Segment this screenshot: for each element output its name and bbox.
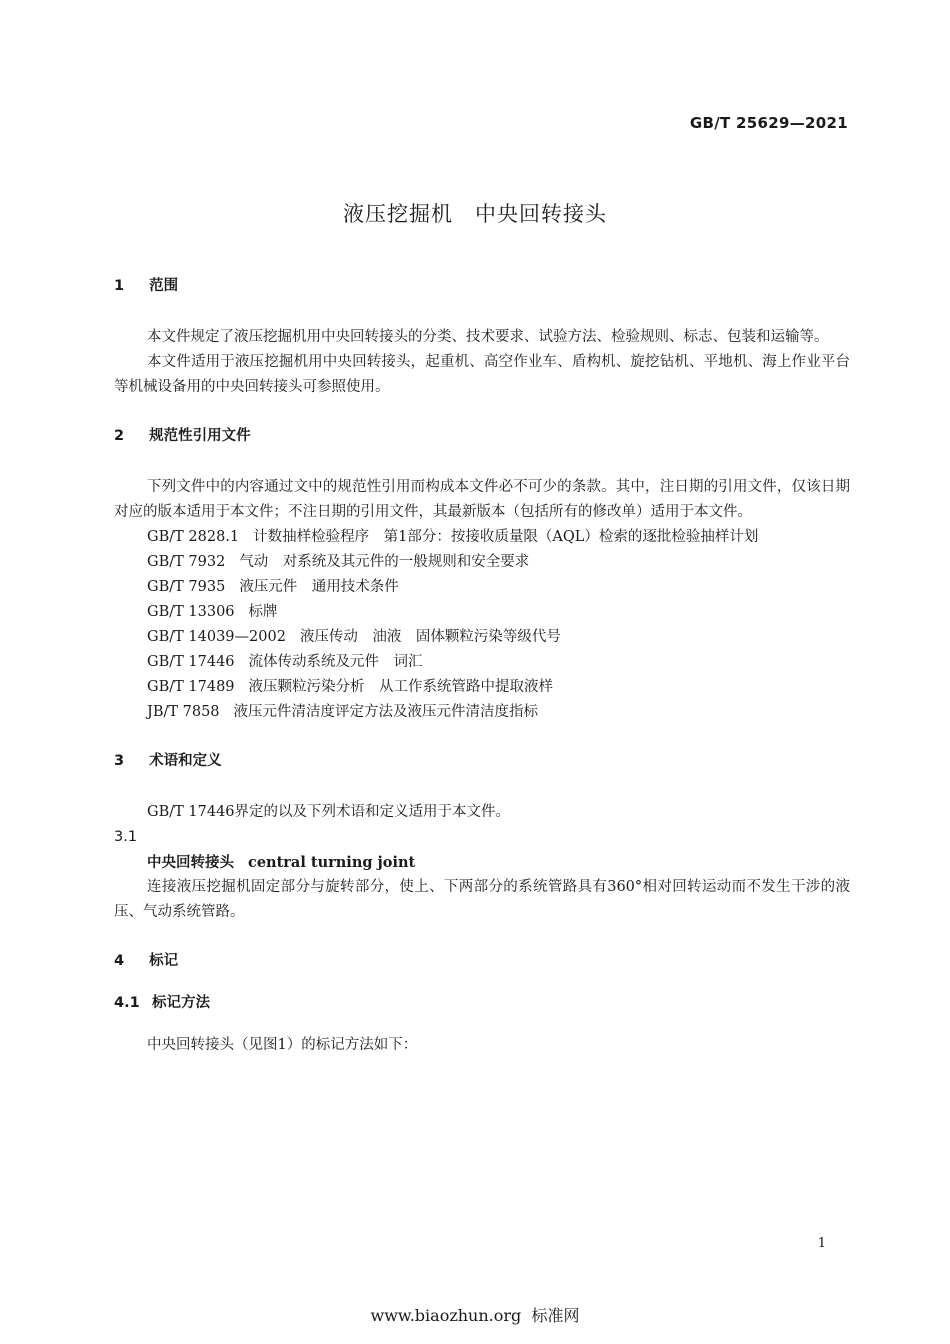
section-number: 4	[114, 953, 125, 969]
reference-item	[114, 600, 850, 625]
paragraph: 本文件适用于液压挖掘机用中央回转接头，起重机、高空作业车、盾构机、旋挖钻机、平地机、海上作业平台等机械设备用的中央回转接头可参照使用。	[114, 354, 850, 395]
reference-title: 液压元件清洁度评定方法及液压元件清洁度指标	[233, 704, 539, 720]
term-number: 3.1	[114, 829, 138, 845]
section-number: 1	[114, 278, 125, 294]
reference-item	[114, 675, 850, 700]
footer-site-name: 标准网	[531, 1306, 580, 1325]
footer-url[interactable]: www.biaozhun.org	[370, 1306, 522, 1325]
section-3-heading	[114, 749, 850, 774]
reference-title: 计数抽样检验程序 第1部分：按接收质量限（AQL）检索的逐批检验抽样计划	[253, 529, 759, 545]
reference-item	[114, 550, 850, 575]
document-body	[114, 274, 850, 1058]
paragraph: 下列文件中的内容通过文中的规范性引用而构成本文件必不可少的条款。其中，注日期的引用文件，仅该日期对应的版本适用于本文件；不注日期的引用文件，其最新版本（包括所有的修改单）适用于本文件。	[114, 479, 850, 520]
standard-code: GB/T 25629—2021	[689, 114, 848, 132]
term-name-en: central turning joint	[248, 854, 416, 871]
reference-code: GB/T 17489	[147, 679, 235, 695]
paragraph: 本文件规定了液压挖掘机用中央回转接头的分类、技术要求、试验方法、检验规则、标志、包装和运输等。	[147, 329, 829, 345]
reference-title: 气动 对系统及其元件的一般规则和安全要求	[239, 554, 530, 570]
document-title: 液压挖掘机 中央回转接头	[343, 202, 607, 226]
reference-item	[114, 575, 850, 600]
subsection-4-1-heading	[114, 991, 850, 1016]
reference-title: 液压颗粒污染分析 从工作系统管路中提取液样	[248, 679, 554, 695]
paragraph: GB/T 17446界定的以及下列术语和定义适用于本文件。	[147, 804, 511, 820]
reference-code: GB/T 7932	[147, 554, 226, 570]
section-title: 术语和定义	[149, 753, 222, 769]
section-title: 标记	[149, 953, 179, 969]
reference-item	[114, 650, 850, 675]
reference-code: JB/T 7858	[147, 704, 220, 720]
page-number: 1	[817, 1236, 826, 1251]
reference-code: GB/T 7935	[147, 579, 226, 595]
subsection-title: 标记方法	[152, 995, 210, 1011]
subsection-number: 4.1	[114, 995, 140, 1011]
section-4-heading	[114, 949, 850, 974]
section-2-heading	[114, 424, 850, 449]
reference-code: GB/T 13306	[147, 604, 235, 620]
term-name-zh: 中央回转接头	[147, 855, 234, 871]
reference-item	[114, 625, 850, 650]
section-title: 规范性引用文件	[149, 428, 251, 444]
section-title: 范围	[149, 278, 179, 294]
reference-code: GB/T 14039—2002	[147, 629, 286, 645]
reference-code: GB/T 2828.1	[147, 529, 240, 545]
reference-title: 流体传动系统及元件 词汇	[248, 654, 423, 670]
section-number: 2	[114, 428, 125, 444]
section-1-heading	[114, 274, 850, 299]
reference-title: 液压元件 通用技术条件	[239, 579, 399, 595]
footer	[0, 1303, 950, 1326]
section-number: 3	[114, 753, 125, 769]
reference-item	[114, 525, 850, 550]
term-definition: 连接液压挖掘机固定部分与旋转部分，使上、下两部分的系统管路具有360°相对回转运动而不发生干涉的液压、气动系统管路。	[114, 879, 851, 920]
reference-item	[114, 700, 850, 725]
reference-code: GB/T 17446	[147, 654, 235, 670]
term-name	[114, 850, 850, 875]
reference-title: 液压传动 油液 固体颗粒污染等级代号	[299, 629, 561, 645]
reference-title: 标牌	[248, 604, 278, 620]
paragraph: 中央回转接头（见图1）的标记方法如下：	[147, 1037, 418, 1053]
